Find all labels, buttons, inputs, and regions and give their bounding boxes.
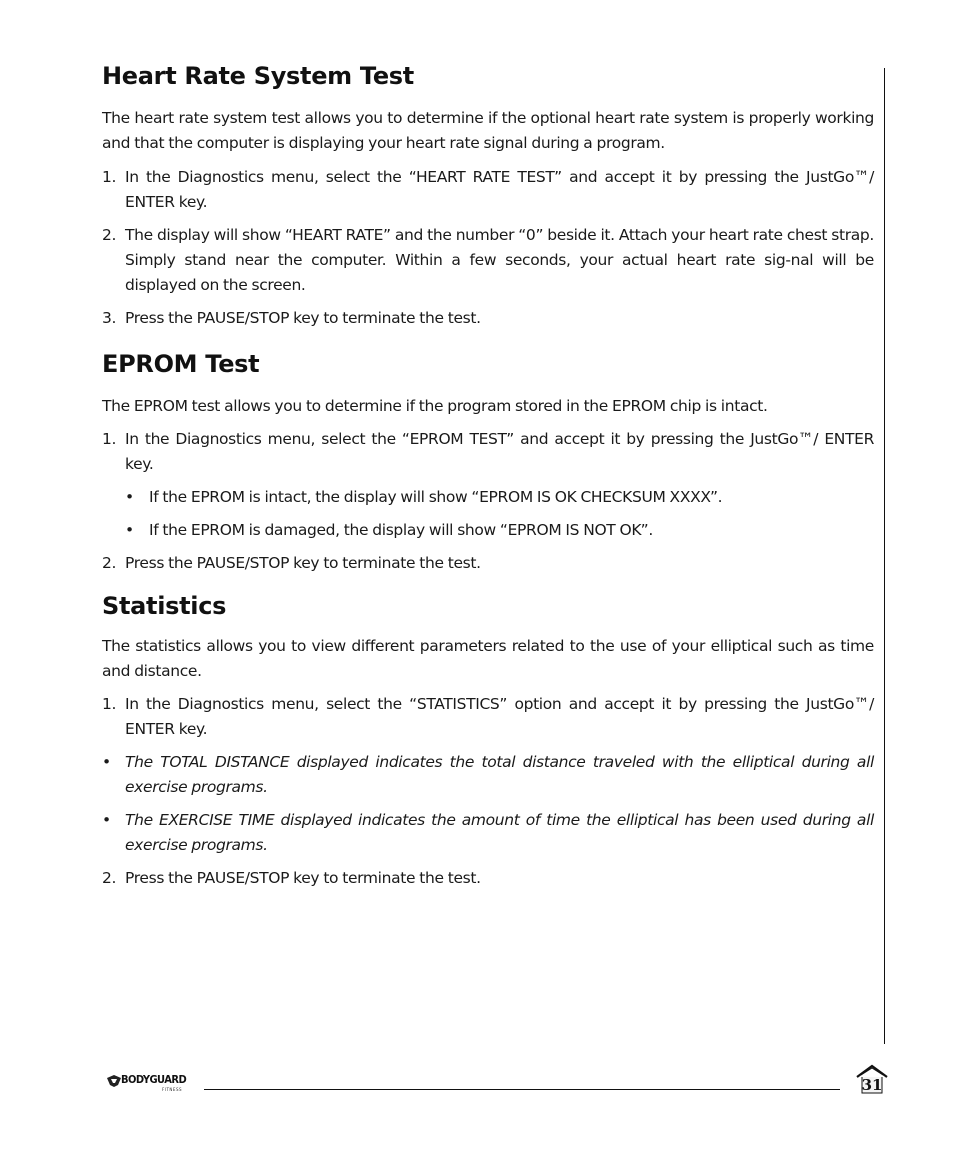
eprom-step-2: [102, 551, 874, 576]
right-margin-rule: [884, 68, 885, 1044]
step-text: In the Diagnostics menu, select the “EPROM TEST” and accept it by pressing the JustGo™/ ENTER key.: [125, 430, 874, 473]
page-content: [102, 60, 874, 891]
heart-rate-step-1: [102, 165, 874, 215]
bullet-text: The EXERCISE TIME displayed indicates the amount of time the elliptical has been used during all exercise programs.: [125, 811, 874, 854]
step-text: In the Diagnostics menu, select the “STATISTICS” option and accept it by pressing the JustGo™/ ENTER key.: [125, 695, 874, 738]
section-title-eprom: EPROM Test: [102, 350, 260, 378]
bullet-text: The TOTAL DISTANCE displayed indicates the total distance traveled with the elliptical during all exercise programs.: [125, 753, 874, 796]
step-text: In the Diagnostics menu, select the “HEART RATE TEST” and accept it by pressing the JustGo™/ ENTER key.: [125, 168, 874, 211]
statistics-bullet-2: [102, 808, 874, 858]
step-text: The display will show “HEART RATE” and the number “0” beside it. Attach your heart rate chest strap. Simply stand near the computer. Within a few seconds, your actual heart rate sig-nal will be displayed on the screen.: [125, 226, 874, 294]
logo-wordmark: BODYGUARD: [121, 1073, 187, 1086]
step-number: 3.: [102, 309, 117, 327]
bullet-marker: •: [102, 811, 111, 829]
eprom-bullet-2: [102, 518, 874, 543]
footer-rule: [204, 1089, 840, 1090]
statistics-intro: The statistics allows you to view different parameters related to the use of your elliptical such as time and distance.: [102, 637, 874, 680]
bullet-marker: •: [102, 753, 111, 771]
page-number-badge: [855, 1063, 889, 1095]
statistics-bullet-1: [102, 750, 874, 800]
bullet-marker: •: [125, 488, 134, 506]
step-number: 2.: [102, 869, 117, 887]
step-number: 1.: [102, 168, 117, 186]
section-title-statistics: Statistics: [102, 592, 227, 620]
statistics-step-2: [102, 866, 874, 891]
statistics-step-1: [102, 692, 874, 742]
eprom-intro: The EPROM test allows you to determine if the program stored in the EPROM chip is intact.: [102, 397, 768, 415]
step-number: 1.: [102, 695, 117, 713]
heart-rate-step-2: [102, 223, 874, 298]
bodyguard-logo: [106, 1071, 196, 1095]
heart-rate-step-3: [102, 306, 874, 331]
step-number: 1.: [102, 430, 117, 448]
step-number: 2.: [102, 554, 117, 572]
step-number: 2.: [102, 226, 117, 244]
logo-subtext: FITNESS: [162, 1087, 183, 1092]
eprom-step-1: [102, 427, 874, 477]
heart-rate-intro: The heart rate system test allows you to determine if the optional heart rate system is properly working and that the computer is displaying your heart rate signal during a program.: [102, 109, 874, 152]
bullet-text: If the EPROM is damaged, the display will show “EPROM IS NOT OK”.: [149, 521, 653, 539]
step-text: Press the PAUSE/STOP key to terminate the test.: [125, 554, 481, 572]
shield-icon: [106, 1074, 122, 1088]
step-text: Press the PAUSE/STOP key to terminate the test.: [125, 869, 481, 887]
bullet-marker: •: [125, 521, 134, 539]
section-title-heart-rate: Heart Rate System Test: [102, 62, 414, 90]
page-number: 31: [861, 1076, 883, 1094]
step-text: Press the PAUSE/STOP key to terminate the test.: [125, 309, 481, 327]
eprom-bullet-1: [102, 485, 874, 510]
bullet-text: If the EPROM is intact, the display will show “EPROM IS OK CHECKSUM XXXX”.: [149, 488, 723, 506]
